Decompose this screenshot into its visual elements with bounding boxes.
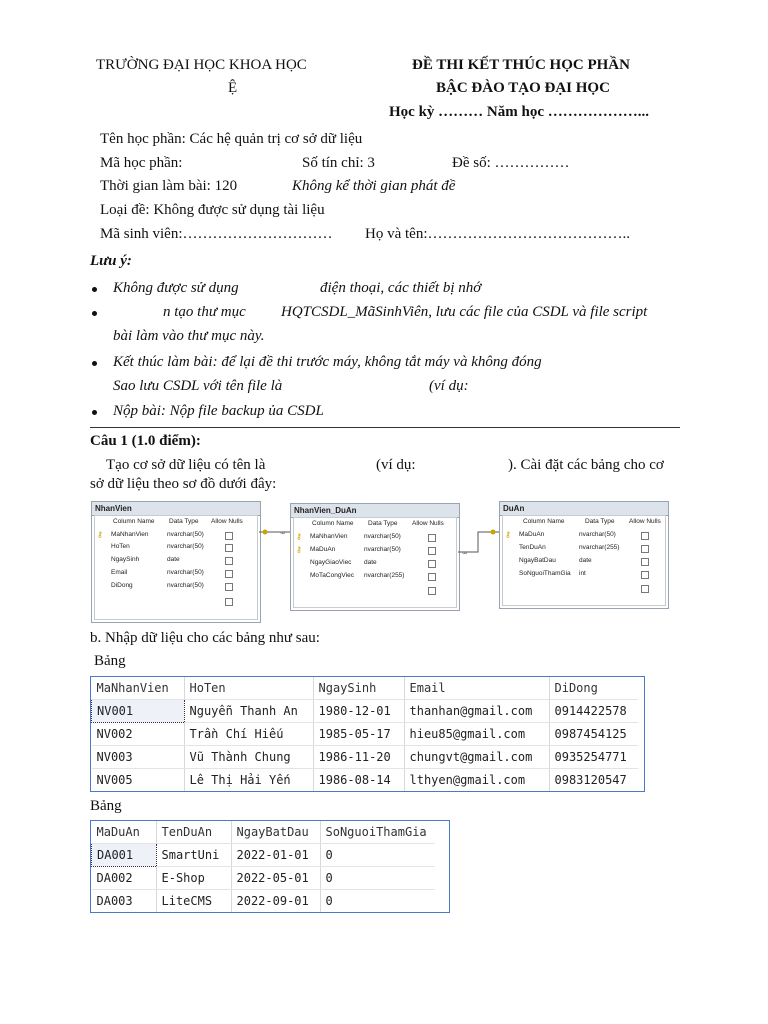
key-end-icon xyxy=(491,530,496,535)
column-header: Column Name xyxy=(523,518,565,525)
note-3c: (ví dụ: xyxy=(429,378,469,394)
note-4: Nộp bài: Nộp file backup ủa CSDL xyxy=(113,403,324,419)
note-3a: Kết thúc làm bài: để lại đề thi trước máy, không tắt máy và không đóng xyxy=(113,354,542,370)
header-cell: NgaySinh xyxy=(313,677,404,700)
table-row[interactable] xyxy=(92,746,638,769)
header-cell: DiDong xyxy=(549,677,638,700)
header-cell: MaDuAn xyxy=(92,821,157,844)
column-header: Data Type xyxy=(585,518,615,525)
table-row[interactable] xyxy=(92,890,435,913)
exam-level: BẬC ĐÀO TẠO ĐẠI HỌC xyxy=(436,80,610,96)
column-type: nvarchar(255) xyxy=(364,572,405,579)
exam-title: ĐỀ THI KẾT THÚC HỌC PHẦN xyxy=(412,57,630,73)
note-1a: Không được sử dụng xyxy=(113,280,239,296)
cell[interactable]: DA002 xyxy=(92,867,157,890)
term-line: Học kỳ ……… Năm học ………………... xyxy=(389,104,649,120)
question-1-text-b: (ví dụ: xyxy=(376,457,416,473)
table-row[interactable] xyxy=(92,867,435,890)
cell[interactable]: NV001 xyxy=(92,700,185,723)
question-1-text-c: ). Cài đặt các bảng cho cơ xyxy=(508,457,664,473)
question-1-text-a: Tạo cơ sở dữ liệu có tên là xyxy=(106,457,266,473)
column-header: Allow Nulls xyxy=(412,520,444,527)
cell[interactable]: 1980-12-01 xyxy=(313,700,404,723)
note-3b: Sao lưu CSDL với tên file là xyxy=(113,378,283,394)
column-name: NgayBatDau xyxy=(519,557,556,564)
cell[interactable]: 0 xyxy=(325,894,333,908)
column-name: NgaySinh xyxy=(111,556,140,563)
column-name: Email xyxy=(111,569,128,576)
column-name: DiDong xyxy=(111,582,133,589)
note-2c: bài làm vào thư mục này. xyxy=(113,328,265,344)
notes-title: Lưu ý: xyxy=(90,253,132,269)
credits: Số tín chỉ: 3 xyxy=(302,155,375,171)
cell[interactable]: 0914422578 xyxy=(549,700,638,723)
header-cell: SoNguoiThamGia xyxy=(320,821,435,844)
column-header: Data Type xyxy=(368,520,398,527)
column-type: nvarchar(50) xyxy=(579,531,616,538)
school-name-line2: Ệ xyxy=(228,80,238,96)
column-type: int xyxy=(579,570,586,577)
cell[interactable]: NV005 xyxy=(92,769,185,792)
diagram-table-title: NhanVien_DuAn xyxy=(291,504,459,518)
column-type: nvarchar(50) xyxy=(167,582,204,589)
key-icon: ⚷ xyxy=(505,530,511,539)
cell[interactable]: hieu85@gmail.com xyxy=(404,723,549,746)
column-name: MaDuAn xyxy=(519,531,545,538)
diagram-table-title: NhanVien xyxy=(92,502,260,516)
note-2a: n tạo thư mục xyxy=(163,304,246,320)
duan-data-table xyxy=(90,820,450,913)
cell[interactable]: DA001 xyxy=(92,844,157,867)
cell[interactable]: SmartUni xyxy=(156,844,231,867)
column-type: nvarchar(50) xyxy=(167,531,204,538)
column-name: MaNhanVien xyxy=(111,531,149,538)
header-cell: HoTen xyxy=(184,677,313,700)
table-row[interactable] xyxy=(92,723,638,746)
column-type: date xyxy=(579,557,592,564)
key-end-icon xyxy=(263,530,268,535)
key-icon: ⚷ xyxy=(296,545,302,554)
exam-number: Đề số: …………… xyxy=(452,155,570,171)
cell[interactable]: 1986-08-14 xyxy=(313,769,404,792)
column-name: MaNhanVien xyxy=(310,533,348,540)
column-name: MaDuAn xyxy=(310,546,336,553)
cell[interactable]: Trần Chí Hiếu xyxy=(184,723,313,746)
table-row[interactable] xyxy=(92,769,638,792)
part-b-text: b. Nhập dữ liệu cho các bảng như sau: xyxy=(90,630,320,646)
question-1-text-2: sở dữ liệu theo sơ đồ dưới đây: xyxy=(90,476,277,492)
cell[interactable]: Nguyễn Thanh An xyxy=(184,700,313,723)
note-1b: điện thoại, các thiết bị nhớ xyxy=(320,280,482,296)
cell[interactable]: 1986-11-20 xyxy=(313,746,404,769)
column-header: Allow Nulls xyxy=(211,518,243,525)
table-row[interactable] xyxy=(92,700,638,723)
header-cell: NgayBatDau xyxy=(231,821,320,844)
infinity-icon: ∞ xyxy=(462,549,468,557)
column-name: TenDuAn xyxy=(519,544,546,551)
column-name: NgayGiaoViec xyxy=(310,559,352,566)
column-header: Allow Nulls xyxy=(629,518,661,525)
column-type: nvarchar(50) xyxy=(364,546,401,553)
column-name: MoTaCongViec xyxy=(310,572,354,579)
infinity-icon: ∞ xyxy=(280,529,286,537)
cell[interactable]: chungvt@gmail.com xyxy=(404,746,549,769)
header-cell: Email xyxy=(404,677,549,700)
student-name-field: Họ và tên:………………………………….. xyxy=(365,226,630,242)
table-label-1: Bảng xyxy=(94,653,126,669)
column-header: Data Type xyxy=(169,518,199,525)
column-type: nvarchar(50) xyxy=(167,569,204,576)
cell[interactable]: 0983120547 xyxy=(554,773,627,787)
cell[interactable]: thanhan@gmail.com xyxy=(404,700,549,723)
column-name: SoNguoiThamGia xyxy=(519,570,571,577)
cell[interactable]: DA003 xyxy=(92,890,157,913)
exam-type: Loại đề: Không được sử dụng tài liệu xyxy=(100,202,325,218)
school-name: TRƯỜNG ĐẠI HỌC KHOA HỌC xyxy=(96,57,307,73)
student-id-field: Mã sinh viên:………………………… xyxy=(100,226,333,242)
column-type: nvarchar(50) xyxy=(364,533,401,540)
column-header: Column Name xyxy=(312,520,354,527)
cell[interactable]: NV003 xyxy=(92,746,185,769)
key-icon: ⚷ xyxy=(296,532,302,541)
exam-time: Thời gian làm bài: 120 xyxy=(100,178,238,194)
exam-time-note: Không kể thời gian phát đề xyxy=(292,178,456,194)
note-2b: HQTCSDL_MãSinhViên, lưu các file của CSDL và file script xyxy=(281,304,648,320)
column-type: nvarchar(50) xyxy=(167,543,204,550)
column-type: date xyxy=(167,556,180,563)
cell[interactable]: 2022-01-01 xyxy=(231,844,320,867)
column-type: nvarchar(255) xyxy=(579,544,620,551)
cell[interactable]: 2022-09-01 xyxy=(231,890,320,913)
cell[interactable]: 1985-05-17 xyxy=(313,723,404,746)
cell[interactable]: 0 xyxy=(320,844,435,867)
cell[interactable]: 0987454125 xyxy=(549,723,638,746)
cell[interactable]: Lê Thị Hải Yến xyxy=(184,769,313,792)
key-icon: ⚷ xyxy=(97,530,103,539)
column-name: HoTen xyxy=(111,543,130,550)
nhanvien-data-table xyxy=(90,676,645,792)
cell[interactable]: 0935254771 xyxy=(549,746,638,769)
question-1-title: Câu 1 (1.0 điểm): xyxy=(90,433,201,449)
cell[interactable]: E-Shop xyxy=(156,867,231,890)
cell[interactable]: Vũ Thành Chung xyxy=(184,746,313,769)
subject-code: Mã học phần: xyxy=(100,155,183,171)
table-row[interactable] xyxy=(92,844,435,867)
subject-name: Tên học phần: Các hệ quản trị cơ sở dữ liệu xyxy=(100,131,363,147)
cell[interactable]: 2022-05-01 xyxy=(231,867,320,890)
cell[interactable]: 0 xyxy=(320,867,435,890)
column-header: Column Name xyxy=(113,518,155,525)
diagram-table-title: DuAn xyxy=(500,502,668,516)
table-label-2: Bảng xyxy=(90,798,122,814)
cell[interactable]: LiteCMS xyxy=(156,890,231,913)
header-cell: MaNhanVien xyxy=(92,677,185,700)
cell[interactable]: NV002 xyxy=(92,723,185,746)
column-type: date xyxy=(364,559,377,566)
cell[interactable]: lthyen@gmail.com xyxy=(404,769,549,792)
header-cell: TenDuAn xyxy=(156,821,231,844)
